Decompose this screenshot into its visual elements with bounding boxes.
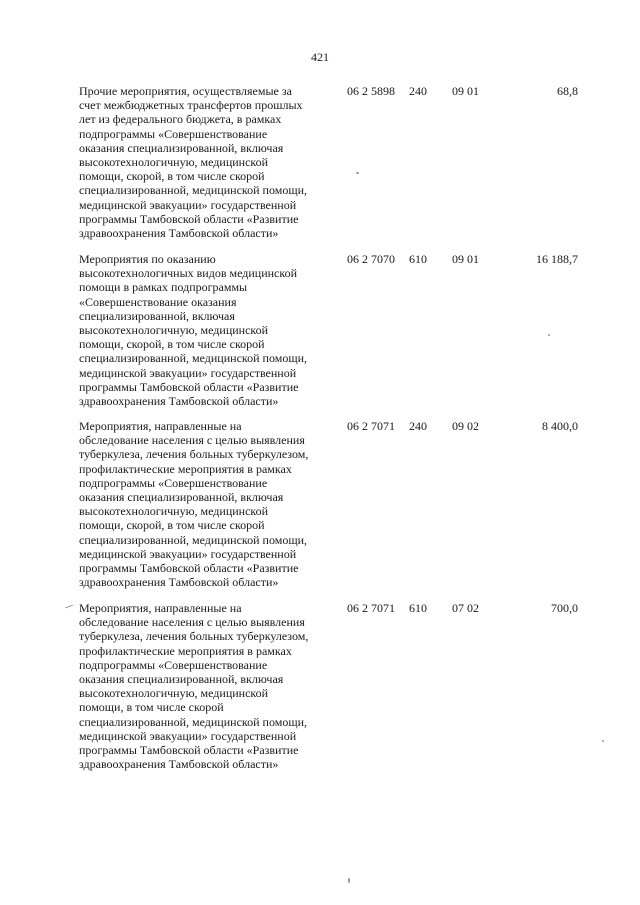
row-section-code: 09 02 xyxy=(452,419,479,433)
row-amount: 68,8 xyxy=(557,84,578,98)
row-section-code: 09 01 xyxy=(452,84,479,98)
row-target-article-code: 06 2 5898 xyxy=(347,84,395,98)
row-section-code: 09 01 xyxy=(452,252,479,266)
row-expense-type-code: 240 xyxy=(409,419,427,433)
scan-speck xyxy=(602,740,604,742)
row-description: Мероприятия, направленные на обследование населения с целью выявления туберкулеза, лечения больных туберкулезом, профилактические мероприятия в рамках подпрограммы «Совершенствование оказания специализированной, включая высокотехнологичную, медицинской помощи, в том числе скорой специализированной, медицинской помощи, медицинской эвакуации» государственной программы Тамбовской области «Развитие здравоохранения Тамбовской области» xyxy=(79,601,309,772)
row-description: Мероприятия, направленные на обследование населения с целью выявления туберкулеза, лечения больных туберкулезом, профилактические мероприятия в рамках подпрограммы «Совершенствование оказания специализированной, включая высокотехнологичную, медицинской помощи, скорой, в том числе скорой специализированной, медицинской помощи, медицинской эвакуации» государственной программы Тамбовской области «Развитие здравоохранения Тамбовской области» xyxy=(79,419,309,590)
row-expense-type-code: 240 xyxy=(409,84,427,98)
row-amount: 8 400,0 xyxy=(542,419,578,433)
scan-speck xyxy=(548,334,550,336)
row-target-article-code: 06 2 7071 xyxy=(347,601,395,615)
row-amount: 700,0 xyxy=(551,601,578,615)
row-target-article-code: 06 2 7071 xyxy=(347,419,395,433)
page-number: 421 xyxy=(311,50,329,64)
row-amount: 16 188,7 xyxy=(536,252,578,266)
scan-speck xyxy=(356,172,359,174)
row-expense-type-code: 610 xyxy=(409,601,427,615)
scan-speck xyxy=(348,878,350,883)
row-section-code: 07 02 xyxy=(452,601,479,615)
row-description: Прочие мероприятия, осуществляемые за счет межбюджетных трансфертов прошлых лет из федерального бюджета, в рамках подпрограммы «Совершенствование оказания специализированной, включая высокотехнологичную, медицинской помощи, скорой, в том числе скорой специализированной, медицинской помощи, медицинской эвакуации» государственной программы Тамбовской области «Развитие здравоохранения Тамбовской области» xyxy=(79,84,307,241)
row-expense-type-code: 610 xyxy=(409,252,427,266)
row-target-article-code: 06 2 7070 xyxy=(347,252,395,266)
row-description: Мероприятия по оказанию высокотехнологичных видов медицинской помощи в рамках подпрограммы «Совершенствование оказания специализированной, включая высокотехнологичную, медицинской помощи, скорой, в том числе скорой специализированной, медицинской помощи, медицинской эвакуации» государственной программы Тамбовской области «Развитие здравоохранения Тамбовской области» xyxy=(79,252,307,409)
scan-speck xyxy=(65,605,73,609)
